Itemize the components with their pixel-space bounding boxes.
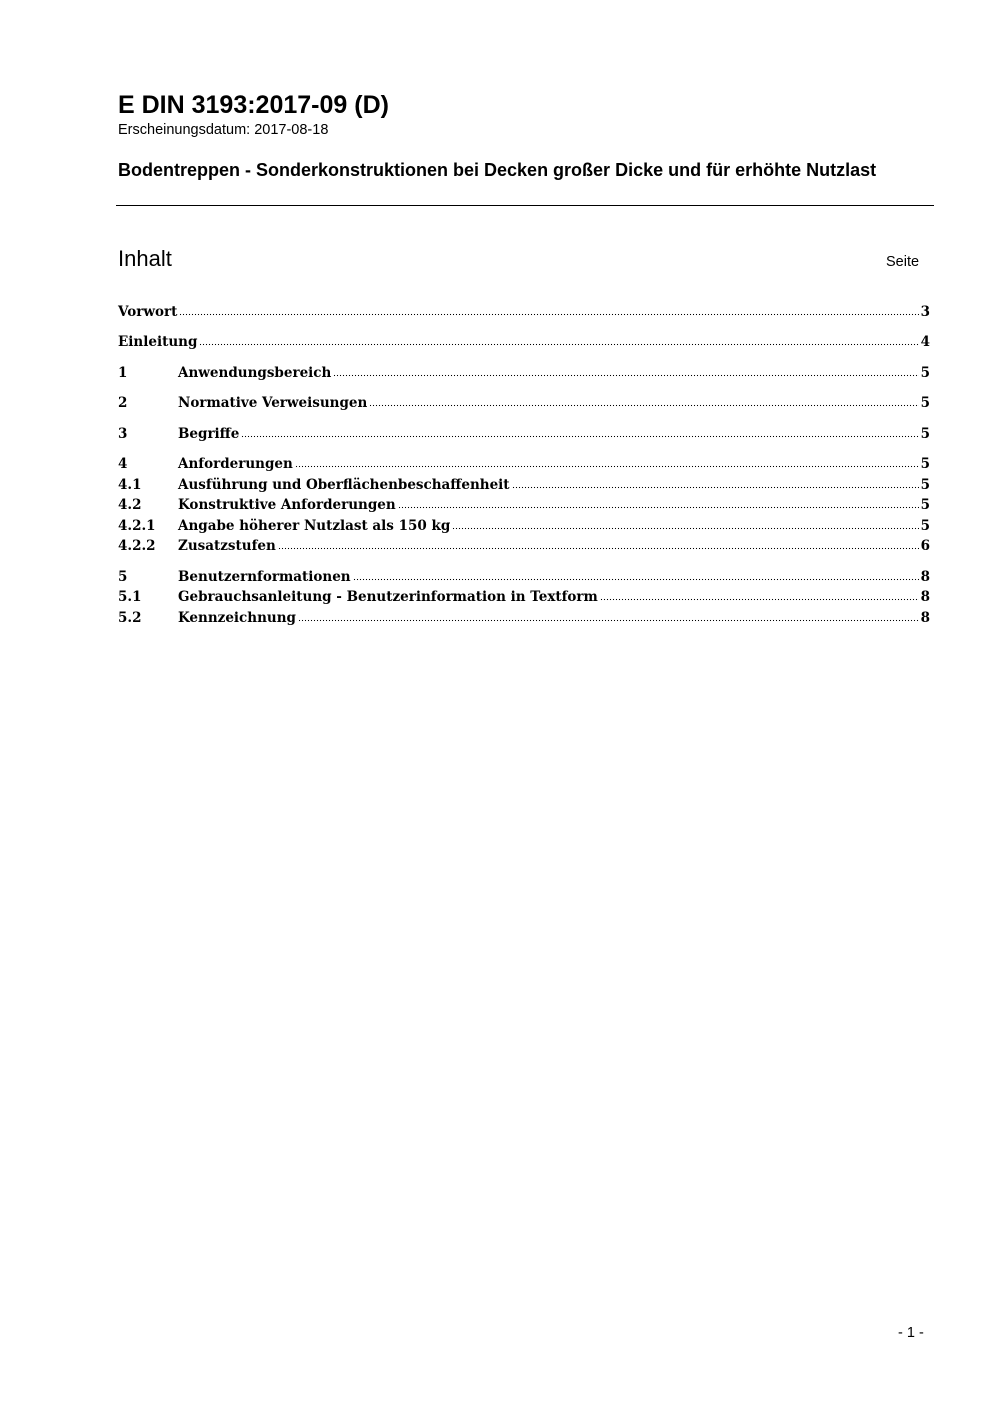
toc-entry-number: 1: [118, 365, 128, 381]
toc-entry-number: 2: [118, 395, 128, 411]
toc-entry-label: Gebrauchsanleitung - Benutzerinformation in Textform: [178, 589, 598, 605]
toc-dot-leader: [512, 486, 919, 490]
toc-entry-label: Ausführung und Oberflächenbeschaffenheit: [178, 477, 510, 493]
toc-entry-page: 5: [920, 426, 930, 442]
toc-entry-4-1[interactable]: [118, 475, 930, 495]
toc-dot-leader: [295, 465, 919, 469]
toc-entry-label: Zusatzstufen: [178, 538, 276, 554]
toc-dot-leader: [241, 435, 918, 439]
toc-dot-leader: [179, 313, 918, 317]
toc-entry-number: 4.1: [118, 477, 142, 493]
toc-entry-4-2[interactable]: [118, 495, 930, 515]
toc-entry-number: 4.2.2: [118, 538, 156, 554]
toc-entry-vorwort[interactable]: [118, 302, 930, 322]
toc-entry-number: 4.2.1: [118, 518, 156, 534]
toc-entry-number: 4: [118, 456, 128, 472]
toc-entry-label: Konstruktive Anforderungen: [178, 497, 396, 513]
toc-entry-label: Benutzernformationen: [178, 569, 351, 585]
toc-entry-page: 8: [920, 589, 930, 605]
toc-entry-page: 4: [920, 334, 930, 350]
document-subject: Bodentreppen - Sonderkonstruktionen bei Decken großer Dicke und für erhöhte Nutzlast: [118, 160, 877, 180]
toc-entry-page: 8: [920, 569, 930, 585]
toc-entry-label: Begriffe: [178, 426, 240, 442]
title-divider: [116, 205, 934, 206]
toc-entry-4[interactable]: [118, 454, 930, 474]
toc-entry-page: 5: [920, 365, 930, 381]
toc-entry-page: 5: [920, 395, 930, 411]
toc-entry-einleitung[interactable]: [118, 332, 930, 352]
toc-entry-label: Angabe höherer Nutzlast als 150 kg: [178, 518, 451, 534]
toc-entry-3[interactable]: [118, 424, 930, 444]
toc-entry-2[interactable]: [118, 393, 930, 413]
toc-dot-leader: [398, 506, 919, 510]
toc-entry-5[interactable]: [118, 567, 930, 587]
toc-entry-label: Normative Verweisungen: [178, 395, 368, 411]
toc-entry-label: Anforderungen: [178, 456, 293, 472]
page-number: - 1 -: [898, 1325, 924, 1341]
toc-entry-page: 3: [920, 304, 930, 320]
toc-dot-leader: [278, 547, 919, 551]
toc-entry-page: 5: [920, 456, 930, 472]
toc-entry-number: 4.2: [118, 497, 142, 513]
toc-entry-page: 8: [920, 610, 930, 626]
toc-entry-label: Einleitung: [118, 334, 198, 350]
toc-entry-page: 5: [920, 477, 930, 493]
toc-dot-leader: [452, 527, 918, 531]
toc-entry-number: 3: [118, 426, 128, 442]
toc-entry-number: 5.1: [118, 589, 142, 605]
toc-dot-leader: [298, 619, 919, 623]
toc-entry-label: Vorwort: [118, 304, 178, 320]
toc-dot-leader: [333, 374, 918, 378]
document-title: E DIN 3193:2017-09 (D): [118, 91, 389, 119]
toc-entry-label: Anwendungsbereich: [178, 365, 332, 381]
toc-entry-number: 5.2: [118, 610, 142, 626]
toc-dot-leader: [353, 578, 919, 582]
toc-entry-page: 5: [920, 518, 930, 534]
toc-entry-4-2-2[interactable]: [118, 536, 930, 556]
toc-entry-4-2-1[interactable]: [118, 516, 930, 536]
toc-entry-label: Kennzeichnung: [178, 610, 296, 626]
toc-dot-leader: [199, 343, 918, 347]
publication-date: Erscheinungsdatum: 2017-08-18: [118, 122, 329, 138]
toc-heading: Inhalt: [118, 246, 172, 271]
toc-entry-number: 5: [118, 569, 128, 585]
toc-entry-1[interactable]: [118, 363, 930, 383]
toc-entry-page: 6: [920, 538, 930, 554]
toc-dot-leader: [600, 598, 919, 602]
toc-entry-5-1[interactable]: [118, 587, 930, 607]
toc-page-column-label: Seite: [886, 254, 920, 270]
toc-dot-leader: [369, 404, 918, 408]
toc-entry-page: 5: [920, 497, 930, 513]
toc-entry-5-2[interactable]: [118, 608, 930, 628]
